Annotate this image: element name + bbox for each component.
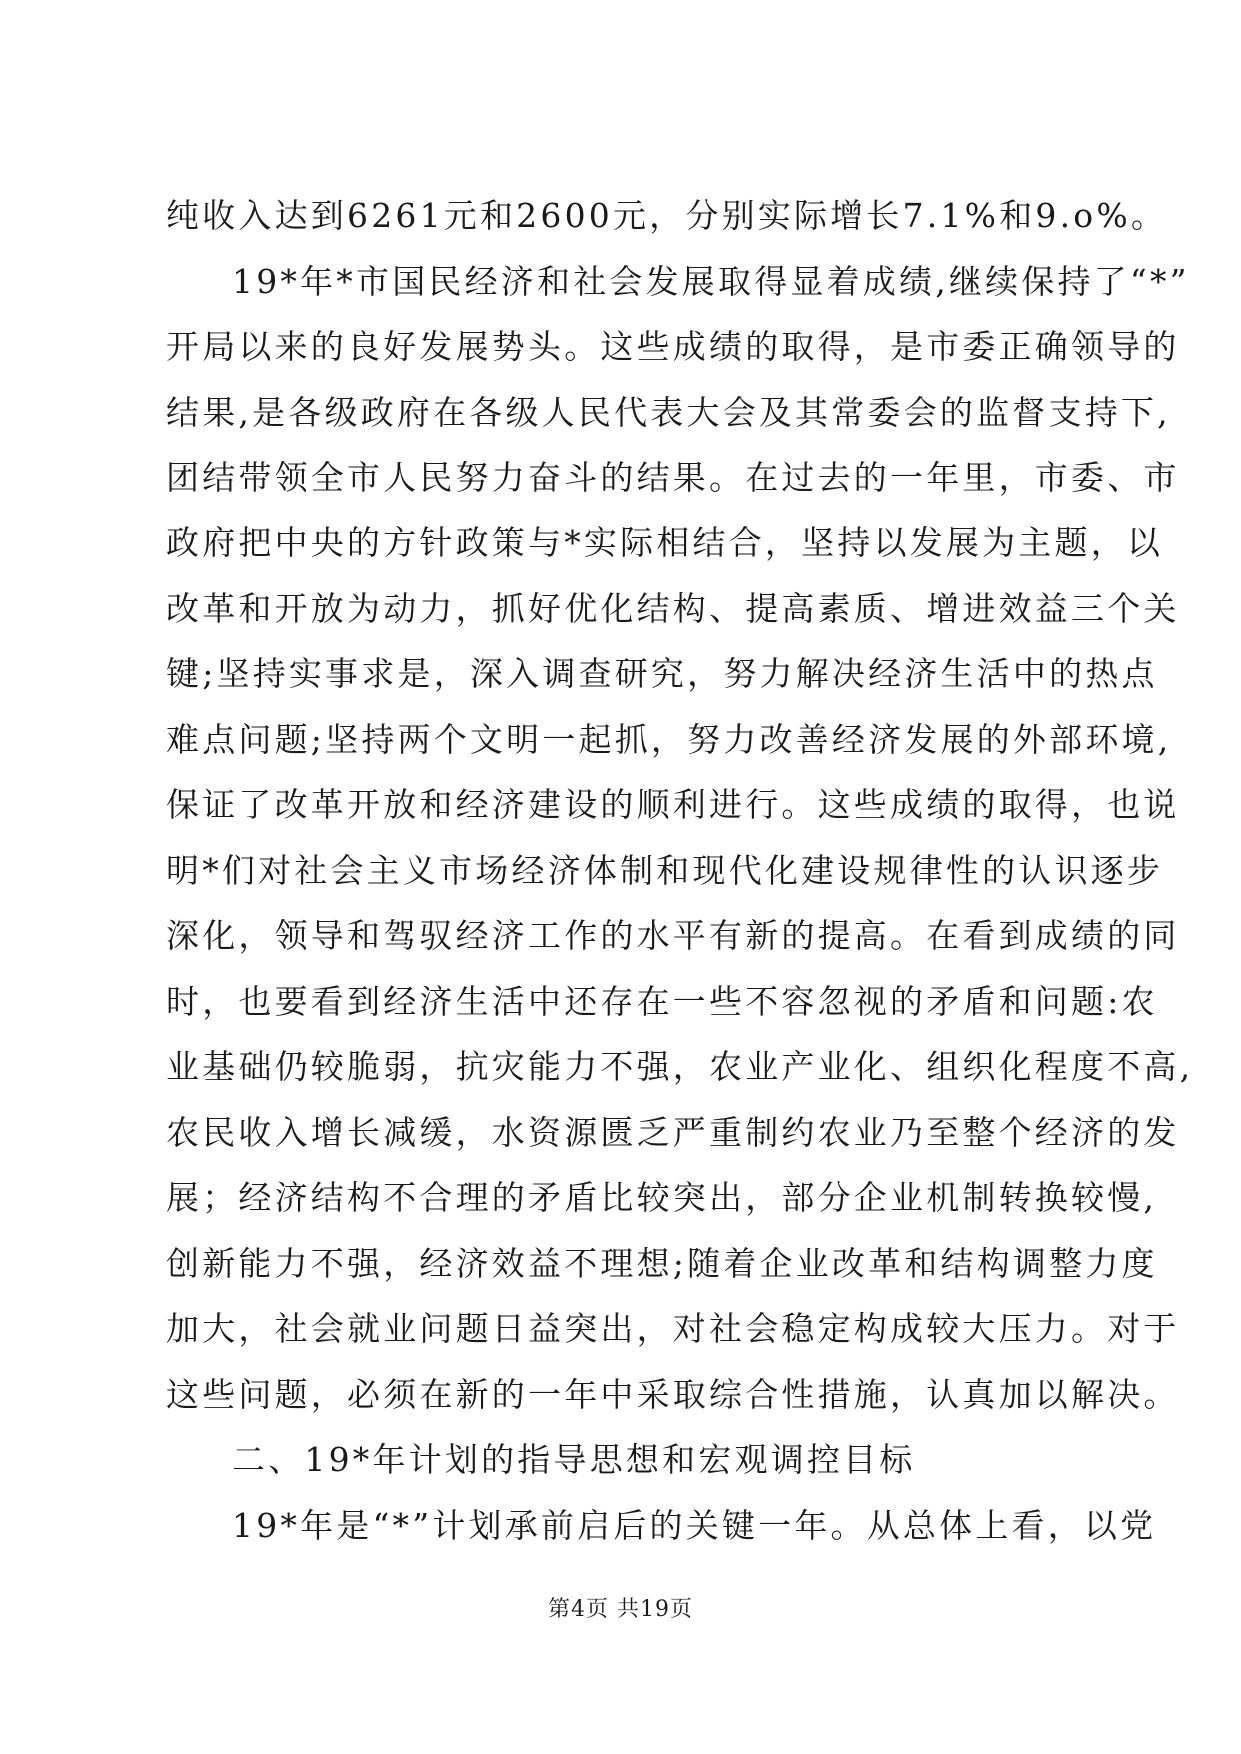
text-line-9: 难点问题;坚持两个文明一起抓，努力改善经济发展的外部环境, [166,720,1172,759]
text-line-4: 结果,是各级政府在各级人民代表大会及其常委会的监督支持下, [166,393,1171,432]
text-line-19: 这些问题，必须在新的一年中采取综合性措施，认真加以解决。 [166,1375,1180,1414]
text-line-14: 业基础仍较脆弱，抗灾能力不强，农业产业化、组织化程度不高, [166,1047,1194,1086]
section-heading: 二、19*年计划的指导思想和宏观调控目标 [232,1440,916,1479]
text-line-6: 政府把中央的方针政策与*实际相结合，坚持以发展为主题，以 [166,523,1164,562]
text-line-16: 展；经济结构不合理的矛盾比较突出，部分企业机制转换较慢, [166,1178,1158,1217]
text-line-15: 农民收入增长减缓，水资源匮乏严重制约农业乃至整个经济的发 [166,1113,1180,1152]
text-line-12: 深化，领导和驾驭经济工作的水平有新的提高。在看到成绩的同 [166,916,1180,955]
text-line-18: 加大，社会就业问题日益突出，对社会稳定构成较大压力。对于 [166,1309,1180,1348]
text-line-8: 键;坚持实事求是，深入调查研究，努力解决经济生活中的热点 [166,654,1158,693]
text-line-7: 改革和开放为动力，抓好优化结构、提高素质、增进效益三个关 [166,589,1180,628]
text-line-3: 开局以来的良好发展势头。这些成绩的取得，是市委正确领导的 [166,327,1180,366]
text-line-17: 创新能力不强，经济效益不理想;随着企业改革和结构调整力度 [166,1244,1158,1283]
text-line-5: 团结带领全市人民努力奋斗的结果。在过去的一年里，市委、市 [166,458,1180,497]
page-number-footer: 第4页 共19页 [548,1597,693,1622]
text-line-10: 保证了改革开放和经济建设的顺利进行。这些成绩的取得，也说 [166,785,1180,824]
text-line-11: 明*们对社会主义市场经济体制和现代化建设规律性的认识逐步 [166,851,1164,890]
text-line-2: 19*年*市国民经济和社会发展取得显着成绩,继续保持了“*” [232,262,1190,301]
text-line-1: 纯收入达到6261元和2600元，分别实际增长7.1%和9.o%。 [166,196,1168,235]
text-line-21: 19*年是“*”计划承前启后的关键一年。从总体上看，以党 [232,1506,1157,1545]
text-line-13: 时，也要看到经济生活中还存在一些不容忽视的矛盾和问题:农 [166,982,1158,1021]
